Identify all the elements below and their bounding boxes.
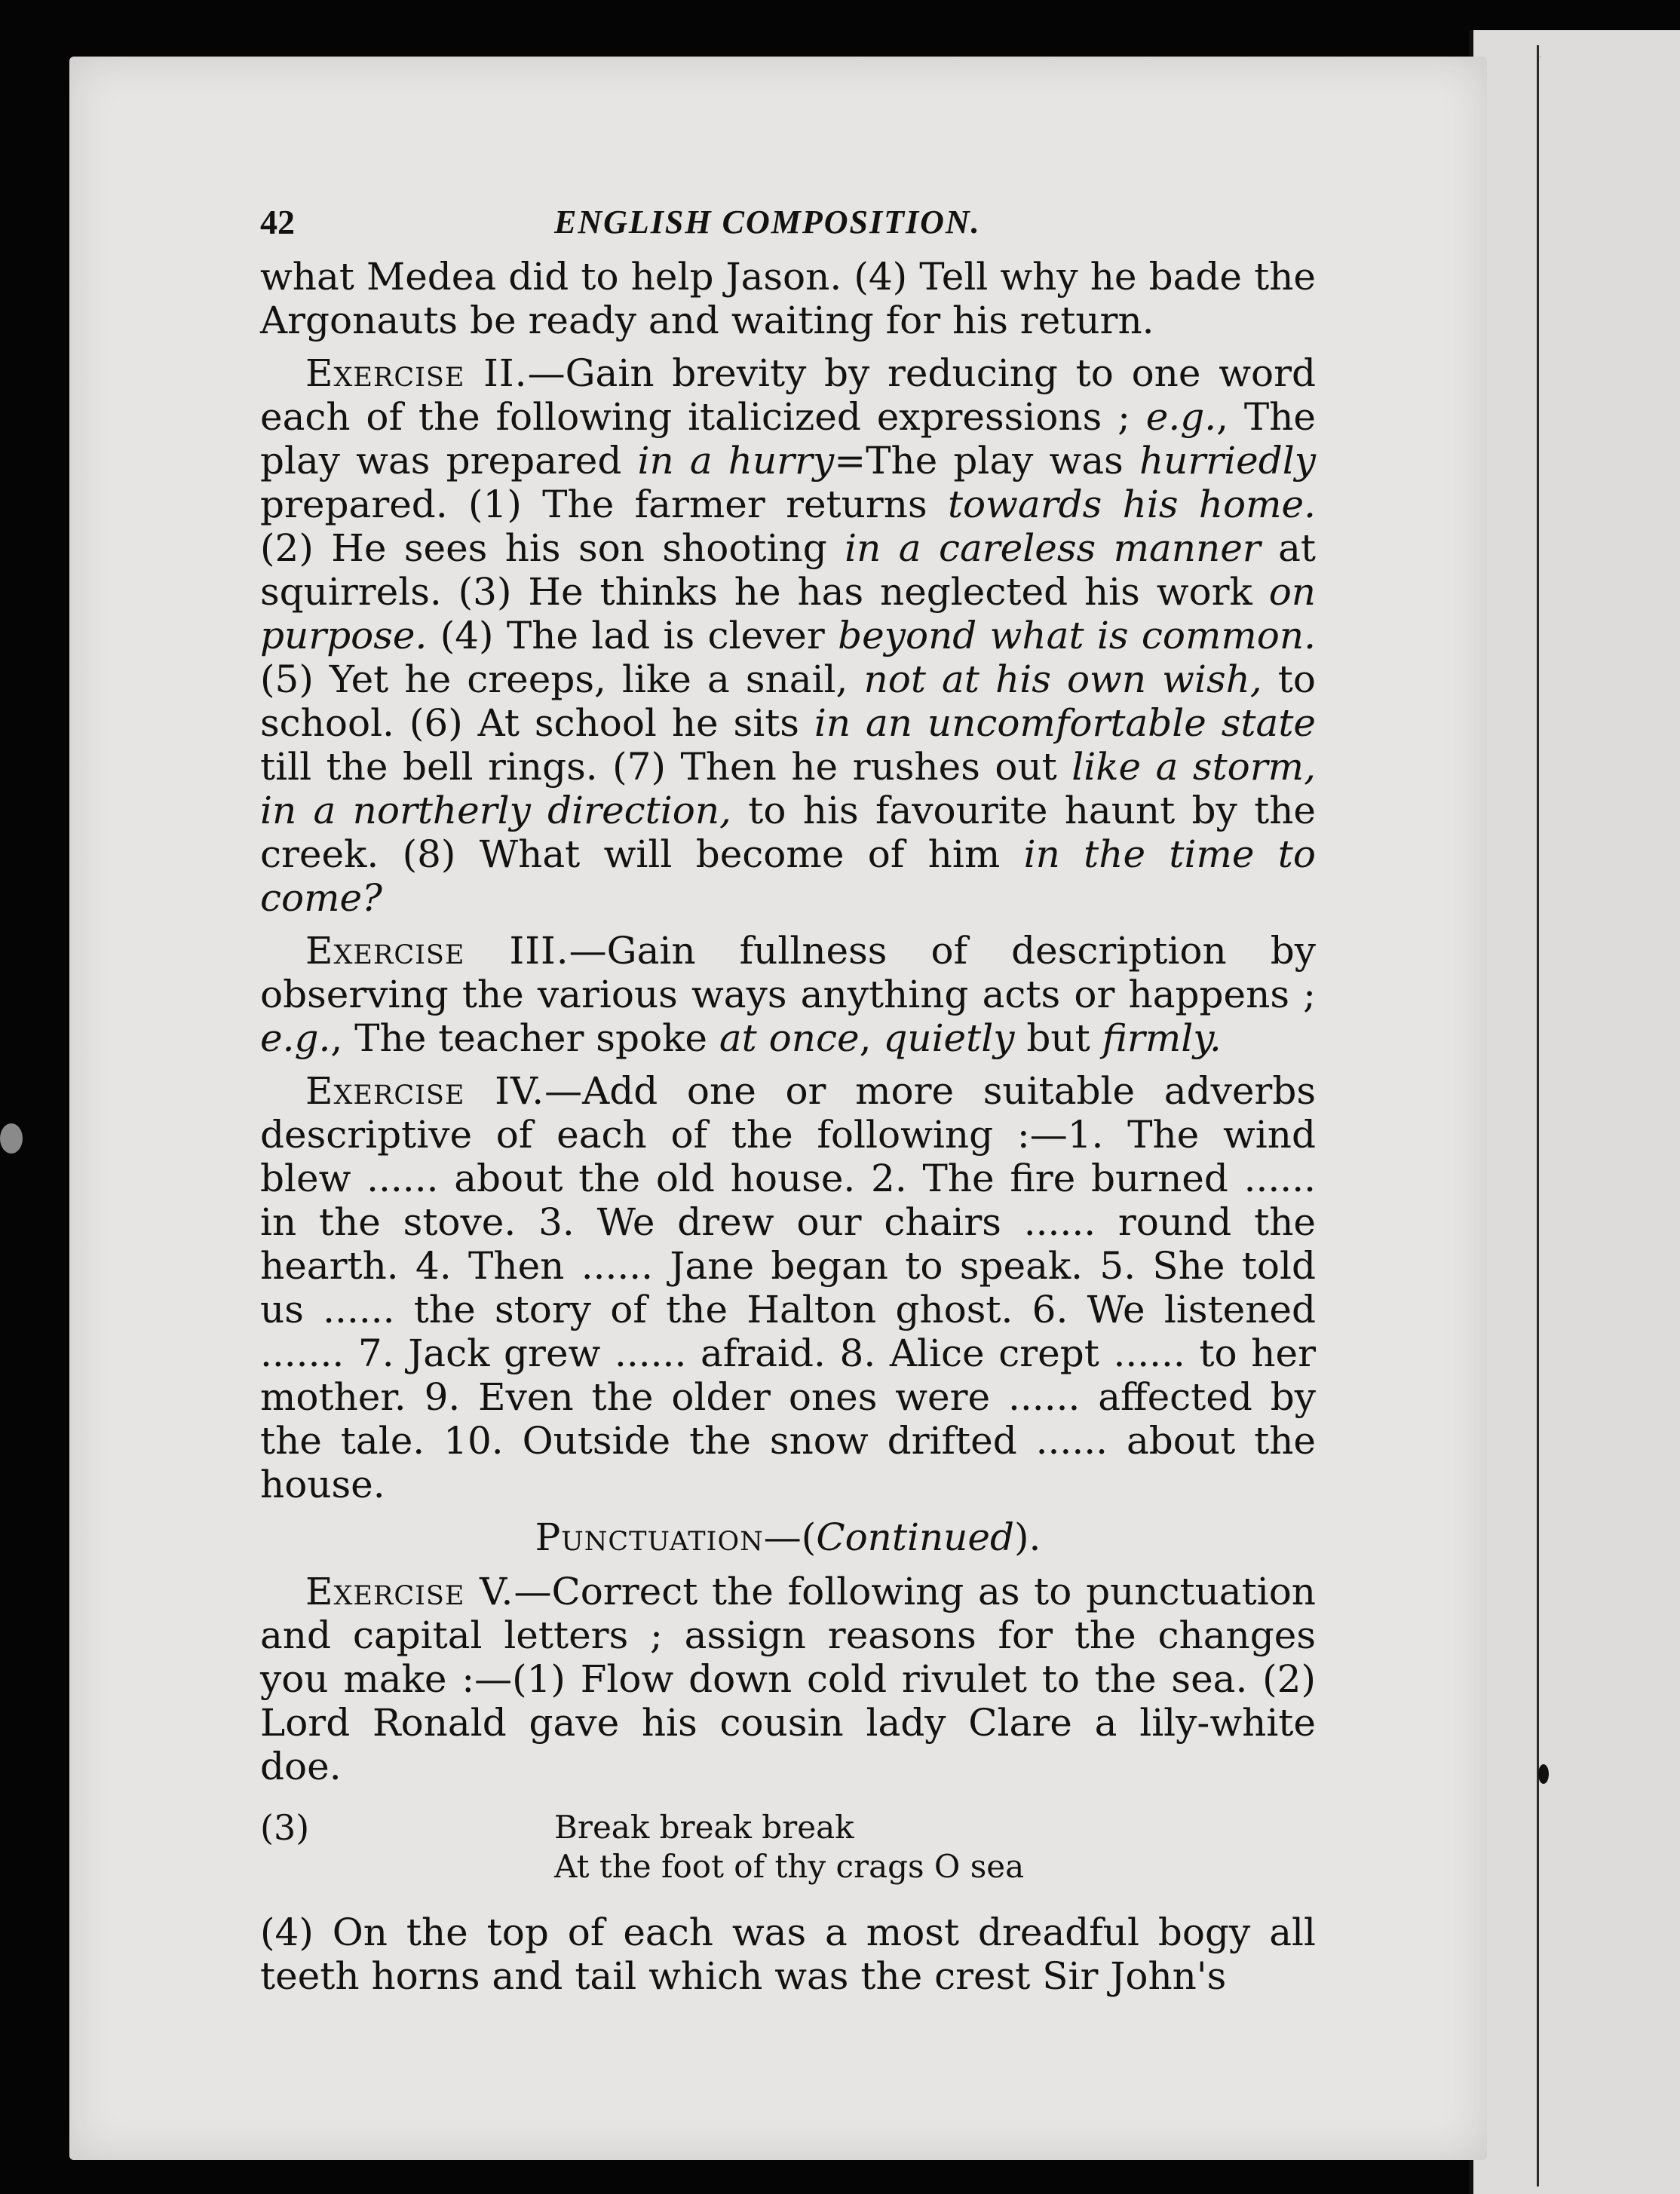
- poem-lines: [554, 1808, 1024, 1886]
- exercise-2-text: at squirrels. (3) He thinks he has neglected his work: [260, 526, 1316, 614]
- page-header: [260, 190, 1316, 255]
- eg-abbrev: e.g.: [260, 1016, 331, 1060]
- section-heading: [260, 1515, 1316, 1559]
- poem-quote: [260, 1808, 1316, 1895]
- italic-expression: not at his own wish,: [863, 657, 1262, 701]
- poem-line: At the foot of thy crags O sea: [554, 1848, 1025, 1885]
- exercise-2: [260, 351, 1316, 920]
- exercise-2-text: (5) Yet he creeps, like a snail,: [260, 657, 864, 701]
- poem-number: (3): [260, 1807, 310, 1848]
- italic-expression: in an uncomfortable state: [814, 701, 1316, 745]
- exercise-2-text: to school. (6) At school he sits: [260, 657, 1316, 745]
- exercise-4-text: —Add one or more suitable adverbs descriptive of each of the following :—1. The wind blew ...... about the old house. 2. The fire burned ...... in the stove. 3. We drew our chairs ...... round the hearth. 4. Then ...... Jane began to speak. 5. She told us ...... the story of the Halton ghost. 6. We listened ....... 7. Jack grew ...... afraid. 8. Alice crept ...... to her mother. 9. Even the older ones were ...... affected by the tale. 10. Outside the snow drifted ...... about the house.: [260, 1069, 1316, 1506]
- eg-abbrev: e.g.: [1145, 395, 1217, 439]
- exercise-2-text: =The play was: [834, 439, 1139, 483]
- exercise-4-heading: Exercise IV.: [305, 1069, 545, 1113]
- exercise-3-text: —Gain fullness of description by observing the various ways anything acts or happens ;: [260, 929, 1316, 1016]
- italic-expression: in a hurry: [637, 439, 835, 483]
- italic-expression: firmly.: [1102, 1016, 1222, 1060]
- exercise-2-text: prepared. (1) The farmer returns: [260, 483, 948, 526]
- section-title: Punctuation: [535, 1515, 764, 1559]
- exercise-2-text: (2) He sees his son shooting: [260, 526, 845, 570]
- exercise-2-text: to his favourite haunt by the creek. (8) What will become of him: [260, 789, 1316, 876]
- exercise-3-text: ,: [859, 1016, 884, 1060]
- section-close: ).: [1013, 1515, 1041, 1559]
- paragraph-continued: what Medea did to help Jason. (4) Tell why he bade the Argonauts be ready and waiting for his return.: [260, 255, 1316, 342]
- exercise-2-text: , The play was prepared: [260, 395, 1316, 483]
- exercise-5: [260, 1570, 1316, 1788]
- exercise-2-text: till the bell rings. (7) Then he rushes out: [260, 745, 1072, 789]
- exercise-2-heading: Exercise II.: [305, 351, 528, 395]
- exercise-3-text: , The teacher spoke: [330, 1016, 719, 1060]
- section-subtitle: Continued: [816, 1515, 1014, 1559]
- exercise-3-text: but: [1014, 1016, 1102, 1060]
- italic-expression: quietly: [883, 1016, 1015, 1060]
- exercise-5-text: —Correct the following as to punctuation and capital letters ; assign reasons for the changes you make :—(1) Flow down cold rivulet to the sea. (2) Lord Ronald gave his cousin lady Clare a lily-white doe.: [260, 1570, 1317, 1788]
- italic-expression: in a careless manner: [845, 526, 1261, 570]
- page-number: 42: [260, 203, 295, 241]
- exercise-5-heading: Exercise V.: [305, 1570, 514, 1613]
- italic-expression: in the time to come?: [260, 832, 1317, 920]
- facing-page-edge: [1469, 30, 1680, 2194]
- exercise-3: [260, 929, 1316, 1060]
- italic-expression: hurriedly: [1139, 439, 1316, 483]
- poem-line: Break break break: [554, 1809, 854, 1846]
- edge-ink-blot: [0, 1123, 23, 1154]
- exercise-3-heading: Exercise III.: [305, 929, 569, 973]
- running-head: ENGLISH COMPOSITION.: [554, 204, 981, 241]
- italic-expression: like a storm, in a northerly direction,: [260, 745, 1316, 832]
- italic-expression: on purpose.: [260, 570, 1316, 657]
- italic-expression: towards his home.: [947, 483, 1316, 526]
- paragraph-last: (4) On the top of each was a most dreadful bogy all teeth horns and tail which was the crest Sir John's: [260, 1911, 1316, 1998]
- exercise-2-text: (4) The lad is clever: [427, 614, 838, 657]
- binding-line: [1537, 45, 1539, 2186]
- exercise-4: [260, 1069, 1316, 1506]
- page-content: [260, 190, 1316, 2007]
- margin-ink-mark: [1538, 1764, 1549, 1784]
- exercise-2-text: —Gain brevity by reducing to one word each of the following italicized expressions ;: [260, 351, 1316, 439]
- italic-expression: at once: [719, 1016, 860, 1060]
- italic-expression: beyond what is common.: [838, 614, 1316, 657]
- section-dash: —(: [763, 1515, 817, 1559]
